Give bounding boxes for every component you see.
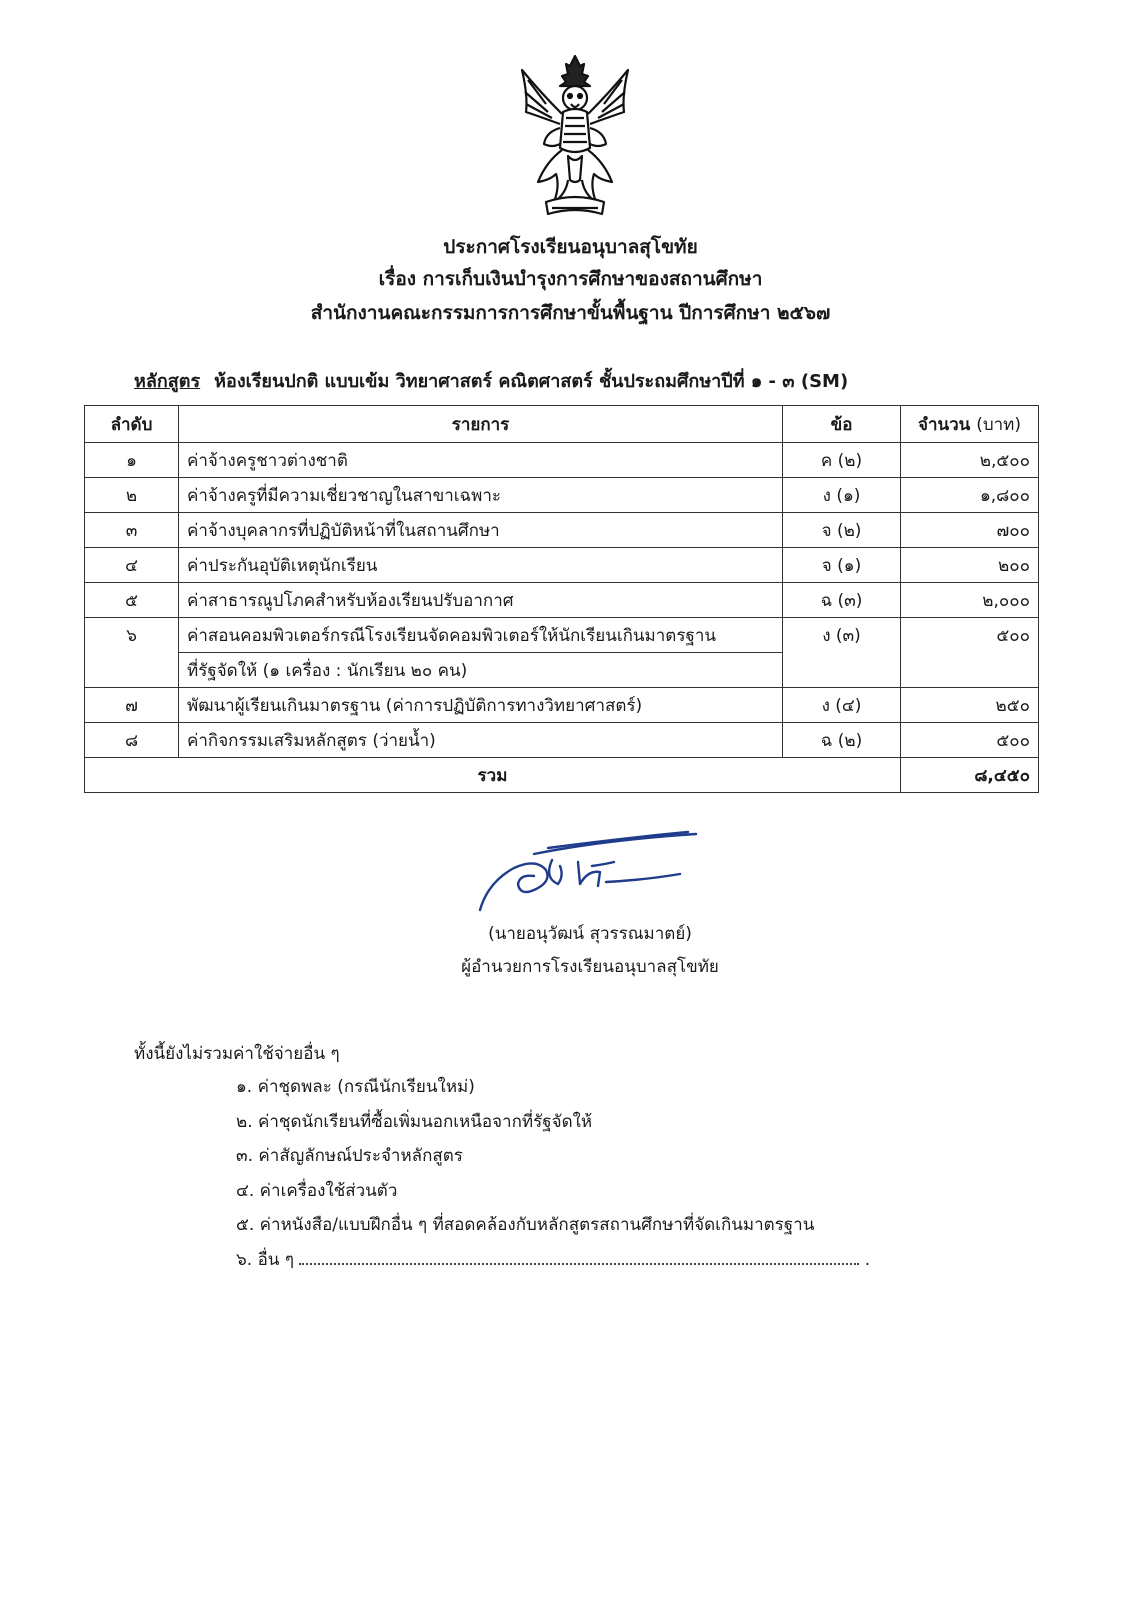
table-row bbox=[85, 618, 1039, 653]
table-row bbox=[85, 548, 1039, 583]
announcement-subject: เรื่อง การเก็บเงินบำรุงการศึกษาของสถานศึกษา bbox=[378, 268, 763, 290]
row-no: ๗ bbox=[85, 688, 179, 723]
table-row bbox=[85, 723, 1039, 758]
curriculum-text: ห้องเรียนปกติ แบบเข้ม วิทยาศาสตร์ คณิตศาสตร์ ชั้นประถมศึกษาปีที่ ๑ - ๓ (SM) bbox=[214, 371, 849, 392]
table-header-row bbox=[85, 406, 1039, 443]
list-item: ๔. ค่าเครื่องใช้ส่วนตัว bbox=[236, 1180, 398, 1201]
notes-title: ทั้งนี้ยังไม่รวมค่าใช้จ่ายอื่น ๆ bbox=[134, 1044, 340, 1064]
row-clause: ค (๒) bbox=[783, 443, 901, 478]
table-row-continuation bbox=[85, 653, 1039, 688]
row-item: ค่าจ้างบุคลากรที่ปฏิบัติหน้าที่ในสถานศึกษา bbox=[179, 513, 783, 548]
row-no: ๘ bbox=[85, 723, 179, 758]
row-no: ๕ bbox=[85, 583, 179, 618]
row-no: ๔ bbox=[85, 548, 179, 583]
list-item: ๑. ค่าชุดพละ (กรณีนักเรียนใหม่) bbox=[236, 1077, 475, 1097]
row-clause: ง (๑) bbox=[783, 478, 901, 513]
signer-name: (นายอนุวัฒน์ สุวรรณมาตย์) bbox=[488, 924, 692, 944]
row-clause: ฉ (๒) bbox=[783, 723, 901, 758]
row-amount-empty bbox=[901, 653, 1039, 688]
row-no: ๖ bbox=[85, 618, 179, 653]
table-row bbox=[85, 513, 1039, 548]
row-clause: ง (๔) bbox=[783, 688, 901, 723]
row-clause: ฉ (๓) bbox=[783, 583, 901, 618]
row-amount: ๕๐๐ bbox=[901, 618, 1039, 653]
table-row bbox=[85, 688, 1039, 723]
signer-position: ผู้อำนวยการโรงเรียนอนุบาลสุโขทัย bbox=[461, 957, 719, 977]
row-amount: ๗๐๐ bbox=[901, 513, 1039, 548]
row-no: ๒ bbox=[85, 478, 179, 513]
notes-list bbox=[236, 1073, 870, 1281]
row-clause: ง (๓) bbox=[783, 618, 901, 653]
total-label: รวม bbox=[85, 758, 901, 793]
row-no: ๓ bbox=[85, 513, 179, 548]
list-item: ๕. ค่าหนังสือ/แบบฝึกอื่น ๆ ที่สอดคล้องกับหลักสูตรสถานศึกษาที่จัดเกินมาตรฐาน bbox=[236, 1215, 815, 1236]
row-amount: ๒๕๐ bbox=[901, 688, 1039, 723]
row-item: ค่ากิจกรรมเสริมหลักสูตร (ว่ายน้ำ) bbox=[179, 723, 783, 758]
list-item: ๓. ค่าสัญลักษณ์ประจำหลักสูตร bbox=[236, 1146, 463, 1167]
table-row bbox=[85, 478, 1039, 513]
row-no-empty bbox=[85, 653, 179, 688]
total-row bbox=[85, 758, 1039, 793]
row-item-continuation: ที่รัฐจัดให้ (๑ เครื่อง : นักเรียน ๒๐ คน) bbox=[179, 653, 783, 688]
row-item: พัฒนาผู้เรียนเกินมาตรฐาน (ค่าการปฏิบัติการทางวิทยาศาสตร์) bbox=[179, 688, 783, 723]
row-no: ๑ bbox=[85, 443, 179, 478]
fee-table bbox=[84, 405, 1039, 793]
row-clause: จ (๑) bbox=[783, 548, 901, 583]
row-item: ค่าสอนคอมพิวเตอร์กรณีโรงเรียนจัดคอมพิวเตอร์ให้นักเรียนเกินมาตรฐาน bbox=[179, 618, 783, 653]
header-clause: ข้อ bbox=[783, 406, 901, 443]
header-amount bbox=[901, 406, 1039, 443]
row-amount: ๒๐๐ bbox=[901, 548, 1039, 583]
row-amount: ๕๐๐ bbox=[901, 723, 1039, 758]
row-item: ค่าจ้างครูชาวต่างชาติ bbox=[179, 443, 783, 478]
curriculum-label: หลักสูตร bbox=[134, 371, 201, 392]
curriculum-line bbox=[134, 366, 848, 395]
row-amount: ๒,๐๐๐ bbox=[901, 583, 1039, 618]
other-label: ๖. อื่น ๆ bbox=[236, 1249, 294, 1270]
announcement-title: ประกาศโรงเรียนอนุบาลสุโขทัย bbox=[443, 236, 698, 258]
table-row bbox=[85, 583, 1039, 618]
dotted-fill-line bbox=[299, 1249, 859, 1265]
row-item: ค่าจ้างครูที่มีความเชี่ยวชาญในสาขาเฉพาะ bbox=[179, 478, 783, 513]
row-item: ค่าสาธารณูปโภคสำหรับห้องเรียนปรับอากาศ bbox=[179, 583, 783, 618]
list-item: ๒. ค่าชุดนักเรียนที่ซื้อเพิ่มนอกเหนือจากที่รัฐจัดให้ bbox=[236, 1111, 593, 1132]
announcement-office-year: สำนักงานคณะกรรมการการศึกษาขั้นพื้นฐาน ปีการศึกษา ๒๕๖๗ bbox=[310, 302, 831, 324]
row-clause: จ (๒) bbox=[783, 513, 901, 548]
list-item-other: ๖. อื่น ๆ . bbox=[236, 1249, 871, 1270]
garuda-emblem-icon bbox=[516, 52, 634, 220]
total-amount: ๘,๔๕๐ bbox=[901, 758, 1039, 793]
header-item: รายการ bbox=[179, 406, 783, 443]
table-row bbox=[85, 443, 1039, 478]
row-clause-empty bbox=[783, 653, 901, 688]
header-no: ลำดับ bbox=[85, 406, 179, 443]
signature-image bbox=[474, 826, 704, 912]
row-item: ค่าประกันอุบัติเหตุนักเรียน bbox=[179, 548, 783, 583]
header-amount-label: จำนวน bbox=[917, 414, 971, 435]
header-amount-unit: (บาท) bbox=[976, 414, 1022, 435]
row-amount: ๑,๘๐๐ bbox=[901, 478, 1039, 513]
row-amount: ๒,๕๐๐ bbox=[901, 443, 1039, 478]
